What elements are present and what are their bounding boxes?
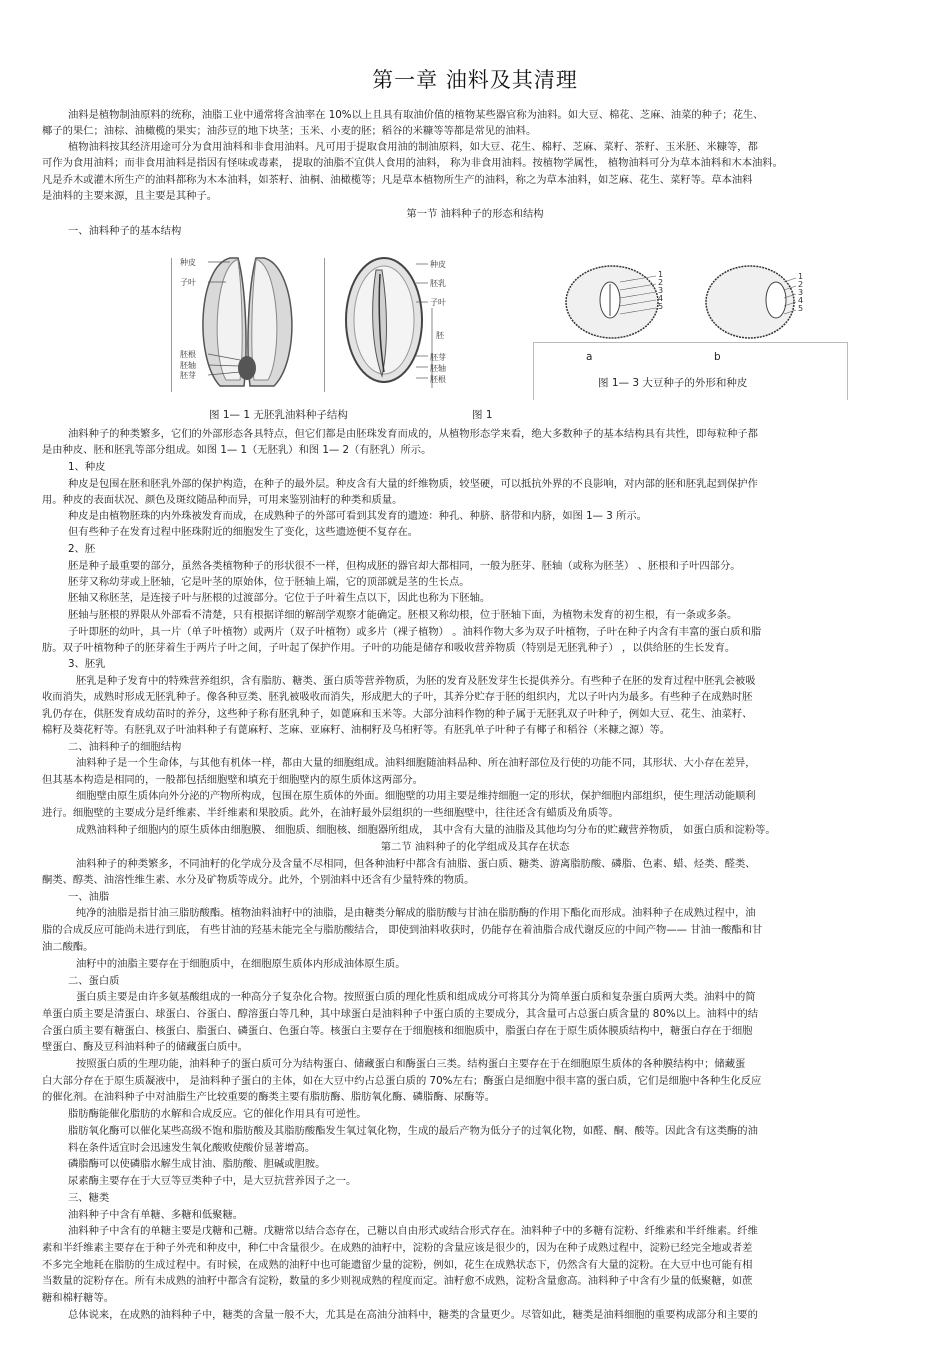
section-heading: 第二节 油料种子的化学组成及其存在状态 [380,841,570,853]
text-line: 脂肪酶能催化脂肪的水解和合成反应。它的催化作用具有可逆性。 [68,1108,367,1120]
fig-label: 胚根 [180,350,196,359]
text-line: 油料种子的种类繁多，它们的外部形态各具特点，但它们都是由胚珠发育而成的，从植物形态学来看，绝大多数种子的基本结构具有共性，即每粒种子都 [68,428,758,440]
seed-diagram-with-endosperm [336,248,466,398]
fig-label: 胚轴 [180,361,196,370]
text-line: 料在条件适宜时会迅速发生氧化酸败使酸价显著增高。 [68,1142,316,1154]
text-line: 蛋白质主要是由许多氨基酸组成的一种高分子复杂化合物。按照蛋白质的理化性质和组成成分可将其分为简单蛋白质和复杂蛋白质两大类。油料中的简 [76,991,756,1003]
text-line: 素和半纤维素主要存在于种子外壳和种皮中，种仁中含量很少。在成熟的油籽中，淀粉的含量应该是很少的，因为在种子成熟过程中，淀粉已经完全地或者差 [42,1242,753,1254]
fig-label: 胚轴 [430,364,446,373]
fig-label: 4 [798,296,804,305]
text-line: 油料种子是一个生命体，与其他有机体一样，都由大量的细胞组成。油料细胞随油料品种、所在油籽部位及行使的功能不同，其形状、大小存在差异， [76,757,756,769]
text-line: 一、油脂 [68,891,110,903]
fig-label: 胚乳 [430,279,446,288]
text-line: 肪。双子叶植物种子的胚芽着生于两片子叶之间，子叶起了保护作用。子叶的功能是储存和吸收营养物质（特别是无胚乳种子） ，以供给胚的生长发育。 [42,642,736,654]
fig-label: 1 [658,270,664,279]
text-line: 油籽中的油脂主要存在于细胞质中，在细胞原生质体内形成油体原生质。 [76,958,406,970]
fig-label: 5 [658,302,664,311]
text-line: 乳仍存在，供胚发育成幼苗时的养分，这些种子称有胚乳种子，如蓖麻和玉米等。大部分油料作物的种子属于无胚乳双子叶种子，例如大豆、花生、油菜籽、 [42,708,753,720]
text-line: 椰子的果仁；油棕、油橄榄的果实；油莎豆的地下块茎；玉米、小麦的胚；稻谷的米糠等等都是常见的油料。 [42,125,537,137]
figure-caption: 图 1 [472,409,493,421]
text-line: 胚轴与胚根的界限从外部看不清楚，只有根据详细的解剖学观察才能确定。胚根又称幼根，位于胚轴下面，为植物未发育的初生根，有一条或多条。 [68,609,738,621]
text-line: 二、蛋白质 [68,975,120,987]
fig-label: 2 [798,280,804,289]
text-line: 1、种皮 [68,461,106,473]
fig-label: 种皮 [180,258,196,267]
fig-label: 子叶 [430,298,446,307]
text-line: 胚乳是种子发育中的特殊营养组织，含有脂肪、糖类、蛋白质等营养物质，为胚的发育及胚发芽生长提供养分。有些种子在胚的发育过程中胚乳会被吸 [76,675,756,687]
chapter-title: 第一章 油料及其清理 [372,68,578,92]
fig-label: 3 [658,286,664,295]
fig-label: 2 [658,278,664,287]
text-line: 的催化剂。在油料种子中对油脂生产比较重要的酶类主要有脂肪酶、脂肪氧化酶、磷脂酶、尿酶等。 [42,1091,496,1103]
text-line: 壁蛋白、酶及豆科油料种子的储藏蛋白质中。 [42,1041,248,1053]
text-line: 脂肪氧化酶可以催化某些高级不饱和脂肪酸及其脂肪酸酯发生氧过氧化物，生成的最后产物为低分子的过氧化物，如醛、酮、酸等。因此含有这类酶的油 [68,1125,758,1137]
text-line: 油二酸酯。 [42,941,94,953]
text-line: 种皮是包围在胚和胚乳外部的保护构造，在种子的最外层。种皮含有大量的纤维物质，较坚硬，可以抵抗外界的不良影响，对内部的胚和胚乳起到保护作 [68,478,758,490]
section-heading: 第一节 油料种子的形态和结构 [406,208,544,220]
text-line: 糖和棉籽糖等。 [42,1292,115,1304]
figure-caption: 图 1— 3 大豆种子的外形和种皮 [598,377,748,389]
text-line: 进行。细胞壁的主要成分是纤维素、半纤维素和果胶质。此外，在油籽最外层组织的一些细胞壁中，往往还含有蜡质及角质等。 [42,807,619,819]
figure-caption-box [533,342,848,400]
text-line: 三、糖类 [68,1192,110,1204]
text-line: 凡是乔木或灌木所生产的油料都称为木本油料，如茶籽、油桐、油橄榄等；凡是草本植物所生产的油料，称之为草本油料，如芝麻、花生、菜籽等。草本油料 [42,174,753,186]
fig-label: 4 [658,294,664,303]
text-line: 种皮是由植物胚珠的内外珠被发育而成，在成熟种子的外部可看到其发育的遗迹：种孔、种脐、脐带和内脐，如图 1— 3 所示。 [68,510,647,522]
text-line: 胚轴又称胚茎，是连接子叶与胚根的过渡部分。它位于子叶着生点以下，因此也称为下胚轴。 [68,592,491,604]
text-line: 磷脂酶可以使磷脂水解生成甘油、脂肪酸、胆碱或胆胺。 [68,1158,326,1170]
text-line: 植物油料按其经济用途可分为食用油料和非食用油料。凡可用于提取食用油的制油原料，如大豆、花生、棉籽、芝麻、菜籽、茶籽、玉米胚、米糠等，都 [68,141,758,153]
text-line: 油料是植物制油原料的统称，油脂工业中通常将含油率在 10%以上且具有取油价值的植物某些器官称为油料。如大豆、棉花、芝麻、油菜的种子；花生、 [68,109,764,121]
fig-label: 种皮 [430,260,446,269]
text-line: 细胞壁由原生质体向外分泌的产物所构成，包围在原生质体的外面。细胞壁的功用主要是维持细胞一定的形状，保护细胞内部组织，使生理活动能顺利 [76,790,756,802]
text-line: 2、胚 [68,543,96,555]
fig-label: 胚芽 [430,353,446,362]
text-line: 当数量的淀粉存在。所有未成熟的油籽中都含有淀粉，数量的多少则视成熟的程度而定。油籽愈不成熟，淀粉含量愈高。油料种子中含有少量的低聚糖，如蔗 [42,1275,753,1287]
text-line: 用。种皮的表面状况、颜色及斑纹随品种而异，可用来鉴别油籽的种类和质量。 [42,494,403,506]
text-line: 纯净的油脂是指甘油三脂肪酸酯。植物油料油籽中的油脂，是由糖类分解成的脂肪酸与甘油在脂肪酶的作用下酯化而形成。油料种子在成熟过程中，油 [76,907,756,919]
text-line: 油料种子的种类繁多，不同油籽的化学成分及含量不尽相同，但各种油籽中都含有油脂、蛋白质、糖类、游离脂肪酸、磷脂、色素、蜡、烃类、醛类、 [76,858,756,870]
text-line: 单蛋白质主要是清蛋白、球蛋白、谷蛋白、醇溶蛋白等几种，其中球蛋白是油料种子中蛋白质的主要成分，其含量可占总蛋白质含量的 80%以上。油料中的结 [42,1008,759,1020]
text-line: 白大部分存在于原生质凝液中， 是油料种子蛋白的主体，如在大豆中约占总蛋白质的 70%左右；酶蛋白是细胞中很丰富的蛋白质，它们是细胞中各种生化反应 [42,1075,762,1087]
text-line: 是由种皮、胚和胚乳等部分组成。如图 1— 1（无胚乳）和图 1— 2（有胚乳）所示。 [42,444,432,456]
text-line: 收而消失，成熟时形成无胚乳种子。像各种豆类、胚乳被吸收而消失，形成肥大的子叶，其养分贮存于胚的组织内，尤以子叶内为最多。有些种子在成熟时胚 [42,691,753,703]
text-line: 胚是种子最重要的部分，虽然各类植物种子的形状很不一样，但构成胚的器官却大都相同，一般为胚芽、胚轴（或称为胚茎） 、胚根和子叶四部分。 [68,560,741,572]
fig-label: 胚芽 [180,371,196,380]
text-line: 胚芽又称幼芽或上胚轴，它是叶茎的原始体，位于胚轴上端，它的顶部就是茎的生长点。 [68,576,470,588]
figure-caption: 图 1— 1 无胚乳油料种子结构 [209,409,348,421]
text-line: 按照蛋白质的生理功能，油料种子的蛋白质可分为结构蛋白、储藏蛋白和酶蛋白三类。结构蛋白主要存在于在细胞原生质体的各种膜结构中；储藏蛋 [76,1058,746,1070]
fig-label: 1 [798,272,804,281]
fig-label: 子叶 [180,278,196,287]
text-line: 尿素酶主要存在于大豆等豆类种子中，是大豆抗营养因子之一。 [68,1175,357,1187]
text-line: 子叶即胚的幼叶，具一片（单子叶植物）或两片（双子叶植物）或多片（裸子植物） 。油料作物大多为双子叶植物，子叶在种子内含有丰富的蛋白质和脂 [68,626,762,638]
text-line: 二、油料种子的细胞结构 [68,741,182,753]
fig-sublabel-a: a [586,351,593,363]
text-line: 棉籽及葵花籽等。有胚乳双子叶油料种子有蓖麻籽、芝麻、亚麻籽、油桐籽及乌桕籽等。有胚乳单子叶种子有椰子和稻谷（米糠之源）等。 [42,724,671,736]
fig-label: 3 [798,288,804,297]
text-line: 脂的合成反应可能尚未进行到底， 有些甘油的羟基未能完全与脂肪酸结合， 即使到油料收获时，仍能存在着油脂合成代谢反应的中间产物—— 甘油一酸酯和甘 [42,924,763,936]
text-line: 总体说来，在成熟的油料种子中，糖类的含量一般不大，尤其是在高油分油料中，糖类的含量更少。尽管如此，糖类是油料细胞的重要构成部分和主要的 [68,1309,758,1321]
subheading: 一、油料种子的基本结构 [68,225,182,237]
fig-sublabel-b: b [714,351,721,363]
text-line: 油料种子中含有的单糖主要是戊糖和己糖。戊糖常以结合态存在，己糖以自由形式或结合形式存在。油料种子中的多糖有淀粉、纤维素和半纤维素。纤维 [68,1225,758,1237]
text-line: 成熟油料种子细胞内的原生质体由细胞膜、 细胞质、细胞核、细胞器所组成， 其中含有大量的油脂及其他均匀分布的贮藏营养物质， 如蛋白质和淀粉等。 [76,824,776,836]
text-line: 酮类、醇类、油溶性维生素、水分及矿物质等成分。此外，个别油料中还含有少量特殊的物质。 [42,874,475,886]
fig-label: 胚 [436,331,444,340]
text-line: 不多完全地耗在脂肪的生成过程中。有时候，在成熟的油籽中也可能遗留少量的淀粉，例如，花生在成熟状态下，仍然含有大量的淀粉。在大豆中也可能有相 [42,1259,753,1271]
text-line: 油料种子中含有单糖、多糖和低聚糖。 [68,1209,244,1221]
fig-label: 5 [798,304,804,313]
text-line: 但有些种子在发育过程中胚珠附近的细胞发生了变化，这些遗迹便不复存在。 [68,526,419,538]
fig-label: 胚根 [430,375,446,384]
text-line: 可作为食用油料；而非食用油料是指因有怪味或毒素， 提取的油脂不宜供人食用的油料， 称为非食用油料。按植物学属性， 植物油料可分为草本油料和木本油料。 [42,157,783,169]
seed-diagram-no-endosperm [178,248,318,398]
text-line: 是油料的主要来源，且主要是其种子。 [42,190,218,202]
text-line: 合蛋白质主要有糖蛋白、核蛋白、脂蛋白、磷蛋白、色蛋白等。核蛋白主要存在于细胞核和细胞质中，脂蛋白存在于原生质体膜质结构中，糖蛋白存在于细胞 [42,1025,753,1037]
text-line: 3、胚乳 [68,658,106,670]
text-line: 但其基本构造是相同的，一般都包括细胞壁和填充于细胞壁内的原生质体这两部分。 [42,774,423,786]
